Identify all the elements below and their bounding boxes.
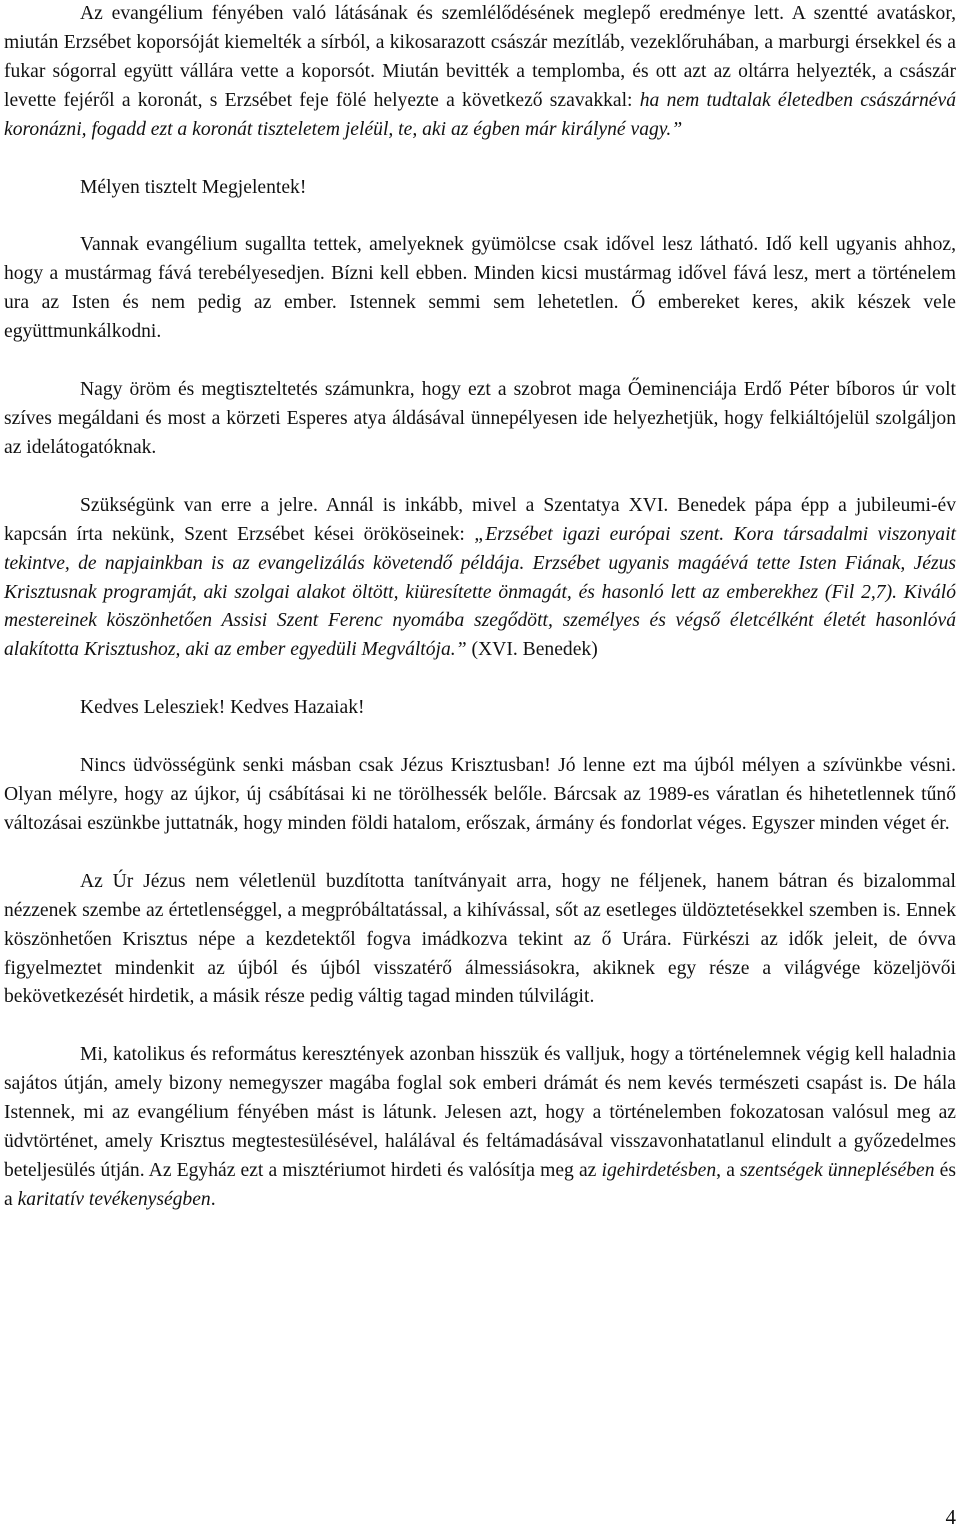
paragraph-text: Mi, katolikus és református keresztények azonban hisszük és valljuk, hogy a történelemnek végig kell haladnia sajátos útján, amely bizony nemegyszer magába foglal sok emberi drámát és nem kevés természeti csapást is. De hála Istennek, mi az evangélium fényében mást is látunk. Jelesen azt, hogy a történelemben fokozatosan valósul meg az üdvtörténet, amely Krisztus megtestesülésével, halálával és feltámadásával visszavonhatatlanul elindult a győzedelmes beteljesülés útján. Az Egyház ezt a misztériumot hirdeti és valósítja meg az <box>4 1044 956 1181</box>
paragraph-text: Az evangélium fényében való látásának és szemlélődésének meglepő eredménye lett. A szentté avatáskor, miután Erzsébet koporsóját kiemelték a sírból, a kikosarazott császár mezítláb, vezeklőruhában, a marburgi érsekkel és a fukar sógorral együtt vállára vette a koporsót. Miután bevitték a templomba, és ott azt az oltárra helyezték, a császár levette fejéről a koronát, s Erzsébet feje fölé helyezte a következő szavakkal: <box>4 3 956 111</box>
salutation: Kedves Lelesziek! Kedves Hazaiak! <box>80 697 365 719</box>
quote-attribution: (XVI. Benedek) <box>466 639 598 661</box>
quote-text: „Erzsébet igazi európai szent. Kora társadalmi viszonyait tekintve, de napjainkban is az evangelizálás követendő példája. Erzsébet ugyanis magáévá tette Isten Fiának, Jézus Krisztusnak programját, aki szolgai alakot öltött, kiüresítette önmagát, és hasonló lett az emberekhez (Fil 2,7). Kiváló mestereinek köszönhetően Assisi Szent Ferenc nyomába szegődött, személyes és végső életcélként életét hasonlóvá alakította Krisztushoz, aki az ember egyedüli Megváltója.” <box>4 523 956 661</box>
document-page <box>4 0 956 1215</box>
emphasis-text: szentségek ünneplésében <box>740 1160 935 1181</box>
quote-text: ha nem tudtalak életedben császárnévá koronázni, fogadd ezt a koronát tiszteletem jeléül, te, aki az égben már királyné vagy.” <box>4 89 957 140</box>
paragraph-text: és a <box>4 1160 956 1210</box>
paragraph: Nincs üdvösségünk senki másban csak Jézus Krisztusban! Jó lenne ezt ma újból mélyen a szívünkbe vésni. Olyan mélyre, hogy az újkor, új csábításai ki ne törölhessék belőle. Bárcsak az 1989-es váratlan és hihetetlennek tűnő változásai eszünkbe juttatnák, hogy minden földi hatalom, erőszak, ármány és fondorlat véges. Egyszer minden véget ér. <box>4 755 956 834</box>
paragraph <box>4 1041 956 1214</box>
emphasis-text: karitatív tevékenységben <box>17 1188 211 1210</box>
paragraph: Az Úr Jézus nem véletlenül buzdította tanítványait arra, hogy ne féljenek, hanem bátran és bizalommal nézzenek szembe az értetlenséggel, a megpróbáltatással, a kihívással, sőt az esetleges üldöztetésekkel szemben is. Ennek köszönhetően Krisztus népe a kezdetektől fogva imádkozva tekint az ő Urára. Fürkészi az idők jeleit, de óvva figyelmeztet mindenkit az újból és újból visszatérő álmessiásokra, akiknek egy része a világvége közeljövői bekövetkezését hirdetik, a másik része pedig váltig tagad minden túlvilágit. <box>4 870 956 1008</box>
paragraph-text: . <box>210 1188 216 1210</box>
salutation: Mélyen tisztelt Megjelentek! <box>80 176 307 198</box>
paragraph: Vannak evangélium sugallta tettek, amelyeknek gyümölcse csak idővel lesz látható. Idő kell ugyanis ahhoz, hogy a mustármag fává terebélyesedjen. Bízni kell ebben. Minden kicsi mustármag idővel fává lesz, mert a történelem ura az Isten és nem pedig az ember. Istennek semmi sem lehetetlen. Ő embereket keres, akik készek vele együttmunkálkodni. <box>4 234 956 343</box>
emphasis-text: igehirdetésben <box>601 1160 717 1181</box>
paragraph <box>4 0 956 145</box>
page-number: 4 <box>945 1505 956 1529</box>
paragraph <box>4 492 956 665</box>
paragraph: Nagy öröm és megtiszteltetés számunkra, hogy ezt a szobrot maga Őeminenciája Erdő Péter bíboros úr volt szíves megáldani és most a körzeti Esperes atya áldásával ünnepélyesen ide helyezhetjük, hogy felkiáltójelül szolgáljon az idelátogatóknak. <box>4 379 956 458</box>
paragraph-text: , a <box>716 1160 741 1181</box>
paragraph-text: Szükségünk van erre a jelre. Annál is inkább, mivel a Szentatya XVI. Benedek pápa épp a jubileumi-év kapcsán írta nekünk, Szent Erzsébet kései örököseinek: <box>4 494 956 545</box>
